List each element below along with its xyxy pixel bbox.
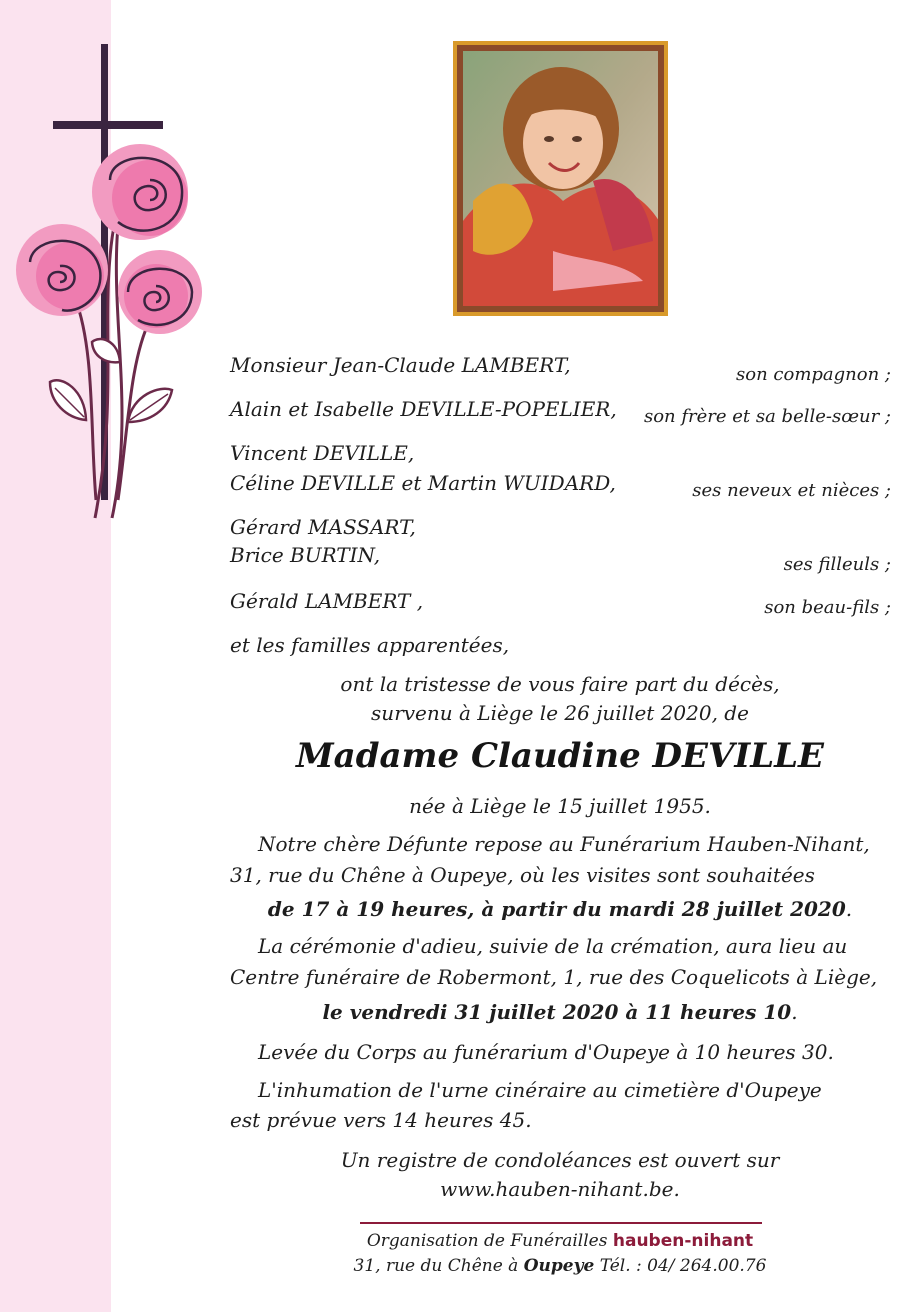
family-relation: son frère et sa belle-sœur ; (643, 406, 891, 427)
register-url[interactable]: www.hauben-nihant.be. (440, 1177, 680, 1201)
inhumation-line: est prévue vers 14 heures 45. (230, 1108, 532, 1132)
family-relation: ses neveux et nièces ; (692, 480, 891, 501)
inhumation-line: L'inhumation de l'urne cinéraire au cimetière d'Oupeye (258, 1078, 822, 1102)
footer-address (330, 1256, 790, 1276)
footer-phone: Tél. : 04/ 264.00.76 (599, 1256, 767, 1276)
family-relation: son beau-fils ; (764, 597, 891, 618)
rose-icon (118, 250, 202, 334)
family-name: Monsieur Jean-Claude LAMBERT, (230, 353, 571, 377)
family-name: Brice BURTIN, (230, 543, 381, 567)
footer-rule (360, 1222, 762, 1224)
families-line: et les familles apparentées, (230, 633, 510, 657)
ceremony-line: La cérémonie d'adieu, suivie de la crémation, aura lieu au (258, 934, 848, 958)
levee-line: Levée du Corps au funérarium d'Oupeye à 10 heures 30. (258, 1040, 834, 1064)
ceremony-date-bold: le vendredi 31 juillet 2020 à 11 heures 10 (322, 1000, 792, 1024)
family-name: Alain et Isabelle DEVILLE-POPELIER, (230, 397, 617, 421)
birth-line: née à Liège le 15 juillet 1955. (409, 794, 711, 818)
footer-organisation (330, 1231, 790, 1251)
family-relation: son compagnon ; (736, 364, 891, 385)
leaf-icon (128, 389, 172, 422)
footer-city: Oupeye (523, 1256, 595, 1276)
visit-line: Notre chère Défunte repose au Funérarium Hauben-Nihant, (258, 832, 870, 856)
family-name: Vincent DEVILLE, (230, 441, 415, 465)
ceremony-date (230, 997, 890, 1027)
visit-hours-bold: de 17 à 19 heures, à partir du mardi 28 juillet 2020 (267, 897, 846, 921)
family-name: Gérald LAMBERT , (230, 589, 424, 613)
portrait-frame (453, 41, 668, 316)
announcement-line: ont la tristesse de vous faire part du décès, (340, 672, 780, 696)
family-relation: ses filleuls ; (783, 554, 891, 575)
visit-line: 31, rue du Chêne à Oupeye, où les visites sont souhaitées (230, 863, 815, 887)
family-name: Céline DEVILLE et Martin WUIDARD, (230, 471, 616, 495)
brand-logo: hauben-nihant (612, 1231, 754, 1251)
ceremony-date-end: . (791, 1000, 798, 1024)
portrait-photo (463, 51, 658, 306)
ceremony-line: Centre funéraire de Robermont, 1, rue des Coquelicots à Liège, (230, 965, 878, 989)
footer-address-prefix: 31, rue du Chêne à (353, 1256, 519, 1276)
rose-icon (16, 224, 108, 316)
family-name: Gérard MASSART, (230, 515, 416, 539)
leaf-icon (50, 380, 86, 420)
deceased-name: Madame Claudine DEVILLE (296, 736, 824, 776)
announcement-line: survenu à Liège le 26 juillet 2020, de (371, 701, 749, 725)
leaf-icon (92, 339, 120, 362)
cross-roses-decoration (0, 30, 215, 530)
visit-hours (230, 894, 890, 924)
rose-icon (92, 144, 188, 240)
visit-hours-end: . (845, 897, 853, 921)
register-line: Un registre de condoléances est ouvert sur (340, 1148, 780, 1172)
footer-org-prefix: Organisation de Funérailles (366, 1231, 608, 1251)
